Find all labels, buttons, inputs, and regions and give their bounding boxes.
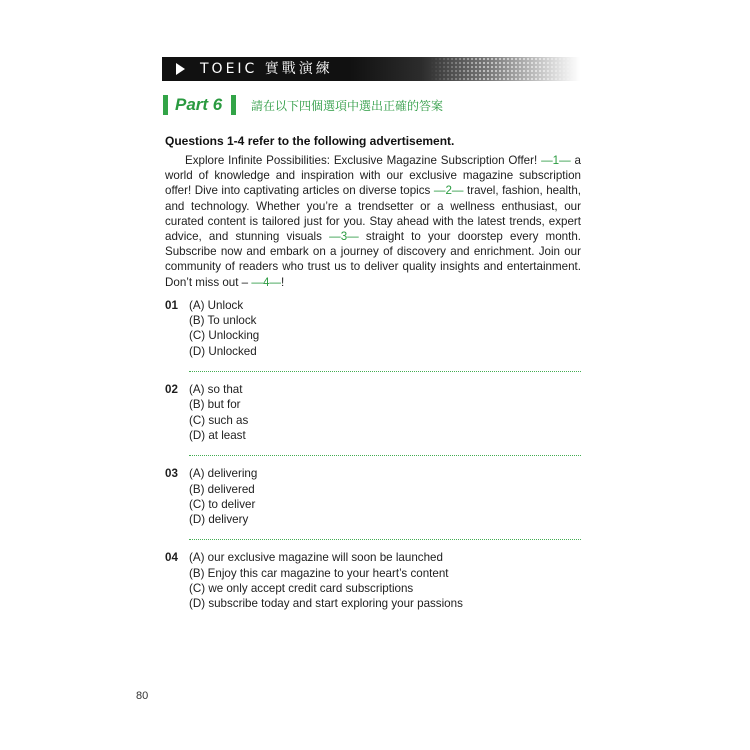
blank-4: —4— bbox=[251, 275, 281, 289]
play-arrow-icon bbox=[176, 63, 185, 75]
answer-options bbox=[189, 298, 581, 359]
banner-dot-pattern bbox=[430, 57, 580, 81]
passage-segment: a world of knowledge and inspiration with our exclusive magazine subscription offer! Dive into captivating articles on diverse topics bbox=[165, 154, 582, 198]
part-header bbox=[163, 93, 583, 119]
option-d[interactable]: (D) Unlocked bbox=[189, 344, 257, 358]
option-c[interactable]: (C) Unlocking bbox=[189, 329, 260, 343]
question-02 bbox=[165, 382, 581, 456]
questions-heading: Questions 1-4 refer to the following advertisement. bbox=[165, 134, 455, 148]
option-a[interactable]: (A) so that bbox=[189, 383, 243, 397]
blank-1: —1— bbox=[541, 154, 571, 167]
passage-segment: Explore Infinite Possibilities: Exclusive Magazine Subscription Offer! bbox=[185, 154, 542, 167]
option-d[interactable]: (D) delivery bbox=[189, 513, 249, 527]
dotted-divider bbox=[189, 539, 581, 540]
question-number: 02 bbox=[165, 383, 178, 397]
question-number: 04 bbox=[165, 551, 178, 565]
question-number: 01 bbox=[165, 298, 178, 312]
dotted-divider bbox=[189, 371, 581, 372]
option-b[interactable]: (B) To unlock bbox=[189, 314, 257, 328]
question-04 bbox=[165, 550, 581, 611]
advertisement-passage bbox=[165, 153, 581, 290]
part-label: Part 6 bbox=[175, 95, 223, 114]
option-b[interactable]: (B) but for bbox=[189, 398, 241, 412]
part-bar-right bbox=[231, 95, 236, 115]
option-a[interactable]: (A) delivering bbox=[189, 467, 258, 481]
question-03 bbox=[165, 466, 581, 540]
exercise-content bbox=[165, 134, 581, 612]
answer-options bbox=[189, 550, 581, 611]
dotted-divider bbox=[189, 455, 581, 456]
section-banner bbox=[162, 57, 580, 81]
option-d[interactable]: (D) at least bbox=[189, 428, 246, 442]
option-c[interactable]: (C) we only accept credit card subscriptions bbox=[189, 581, 414, 595]
passage-segment: ! bbox=[280, 275, 285, 289]
option-a[interactable]: (A) our exclusive magazine will soon be launched bbox=[189, 551, 443, 565]
page-number: 80 bbox=[136, 690, 149, 702]
blank-3: —3— bbox=[329, 230, 359, 244]
option-c[interactable]: (C) such as bbox=[189, 413, 249, 427]
option-b[interactable]: (B) delivered bbox=[189, 482, 255, 496]
answer-options bbox=[189, 466, 581, 527]
option-c[interactable]: (C) to deliver bbox=[189, 497, 256, 511]
passage-segment: straight to your doorstep every month. Subscribe now and embark on a journey of discovery and enrichment. Join our community of readers who trust us to deliver quality insights and entertainment. Don’t miss out – bbox=[165, 230, 581, 289]
question-01 bbox=[165, 298, 581, 372]
option-b[interactable]: (B) Enjoy this car magazine to your heart’s content bbox=[189, 566, 449, 580]
part-instruction: 請在以下四個選項中選出正確的答案 bbox=[251, 99, 444, 113]
passage-segment: travel, fashion, health, and technology. Whether you’re a trendsetter or a wellness enthusiast, our curated content is tailored just for you. Stay ahead with the latest trends, expert advice, and stunning visuals bbox=[165, 184, 582, 244]
option-a[interactable]: (A) Unlock bbox=[189, 298, 244, 312]
blank-2: —2— bbox=[433, 184, 464, 198]
banner-title: TOEIC 實戰演練 bbox=[200, 61, 333, 77]
question-number: 03 bbox=[165, 467, 178, 481]
answer-options bbox=[189, 382, 581, 443]
part-bar-left bbox=[163, 95, 168, 115]
option-d[interactable]: (D) subscribe today and start exploring your passions bbox=[189, 597, 463, 611]
